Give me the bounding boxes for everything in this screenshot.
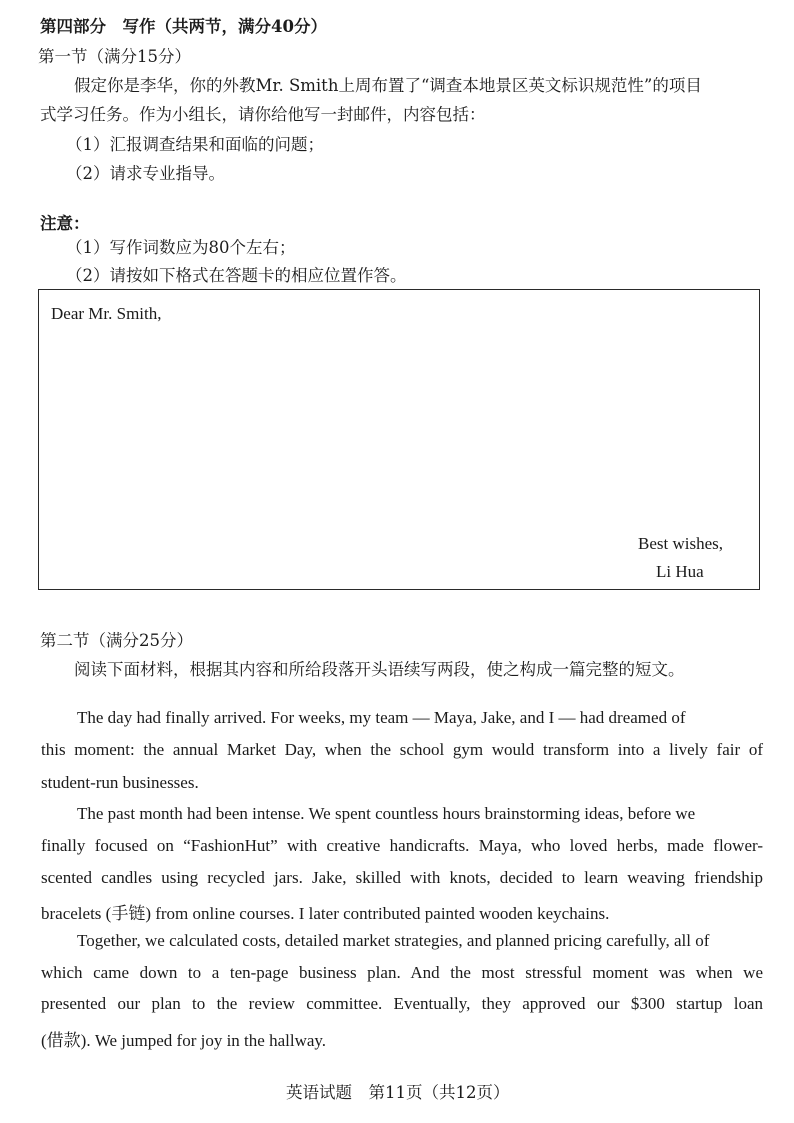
section1-point-2: （2）请求专业指导。 [66,164,225,183]
section1-prompt-line1: 假定你是李华，你的外教Mr. Smith上周布置了“调查本地景区英文标识规范性”的项目 [74,76,702,95]
notice-label: 注意： [40,214,90,233]
section1-prompt-line2: 式学习任务。作为小组长，请你给他写一封邮件，内容包括： [40,105,486,124]
passage-p2-line1: The past month had been intense. We spent countless hours brainstorming ideas, before we [77,804,696,823]
page-footer: 英语试题 第11页（共12页） [286,1083,510,1102]
passage-p3-line2: which came down to a ten-page business plan. And the most stressful moment was when we [41,963,763,982]
section1-title: 第一节（满分15分） [38,47,191,66]
letter-salutation: Dear Mr. Smith, [51,304,162,323]
passage-p3-line1: Together, we calculated costs, detailed market strategies, and planned pricing carefully, all of [77,931,710,950]
letter-closing: Best wishes, [638,534,723,553]
letter-signature: Li Hua [656,562,704,581]
passage-p3-line3: presented our plan to the review committee. Eventually, they approved our $300 startup loan [41,994,763,1013]
passage-p2-line3: scented candles using recycled jars. Jake, skilled with knots, decided to learn weaving friendship [41,868,763,887]
passage-p2-line2: finally focused on “FashionHut” with creative handicrafts. Maya, who loved herbs, made flower- [41,836,763,855]
section2-instruction: 阅读下面材料，根据其内容和所给段落开头语续写两段，使之构成一篇完整的短文。 [74,660,685,679]
passage-p1-line3: student-run businesses. [41,773,199,792]
section2-title: 第二节（满分25分） [40,631,193,650]
notice-1: （1）写作词数应为80个左右； [66,238,296,257]
passage-p3-line4: (借款). We jumped for joy in the hallway. [41,1031,327,1050]
passage-p1-line2: this moment: the annual Market Day, when the school gym would transform into a lively fair of [41,740,763,759]
passage-p2-line4: bracelets (手链) from online courses. I later contributed painted wooden keychains. [41,904,610,923]
section1-point-1: （1）汇报调查结果和面临的问题； [66,135,324,154]
notice-2: （2）请按如下格式在答题卡的相应位置作答。 [66,266,407,285]
passage-p1-line1: The day had finally arrived. For weeks, my team — Maya, Jake, and I — had dreamed of [77,708,686,727]
part-heading: 第四部分 写作（共两节，满分40分） [40,17,327,36]
